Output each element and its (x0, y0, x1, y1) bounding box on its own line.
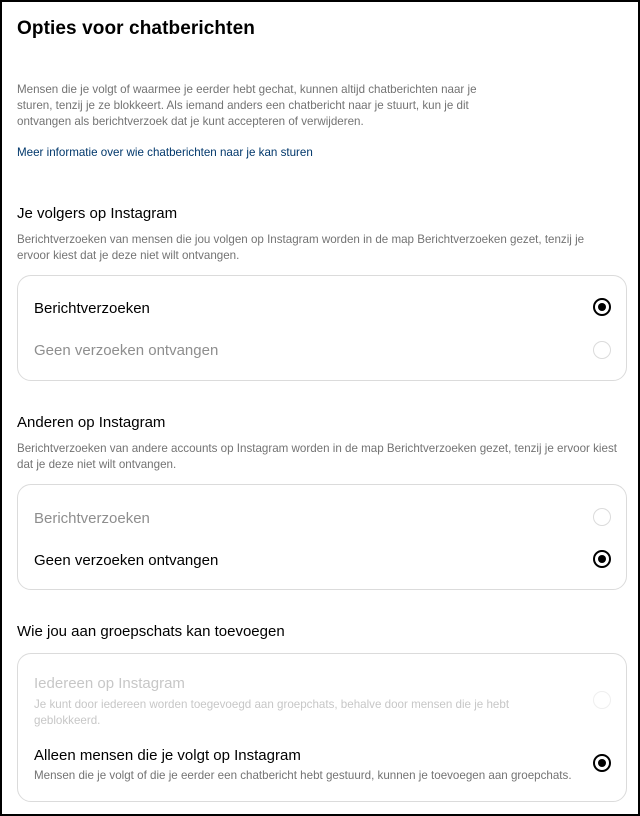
option-followers-none[interactable] (18, 328, 626, 380)
option-others-requests[interactable] (18, 485, 626, 537)
option-groups-following[interactable] (18, 732, 626, 802)
option-label: Berichtverzoeken (34, 510, 150, 527)
radio-checked-icon[interactable] (593, 754, 611, 772)
option-label: Berichtverzoeken (34, 300, 150, 317)
others-options-card (17, 484, 627, 590)
learn-more-link[interactable]: Meer informatie over wie chatberichten naar je kan sturen (17, 146, 313, 159)
option-followers-requests[interactable] (18, 276, 626, 328)
radio-unchecked-icon[interactable] (593, 691, 611, 709)
section-title-others: Anderen op Instagram (17, 414, 166, 431)
option-description: Je kunt door iedereen worden toegevoegd aan groepchats, behalve door mensen die je hebt geblokkeerd. (34, 698, 510, 727)
option-others-none[interactable] (18, 537, 626, 589)
option-label: Alleen mensen die je volgt op Instagram (34, 747, 301, 764)
section-desc-others: Berichtverzoeken van andere accounts op Instagram worden in de map Berichtverzoeken gezet, tenzij je ervoor kiest dat je deze niet wilt ontvangen. (17, 442, 617, 471)
section-desc-followers: Berichtverzoeken van mensen die jou volgen op Instagram worden in de map Berichtverzoeken gezet, tenzij je ervoor kiest dat je deze niet wilt ontvangen. (17, 233, 585, 262)
followers-options-card (17, 275, 627, 381)
option-label: Geen verzoeken ontvangen (34, 552, 219, 569)
radio-unchecked-icon[interactable] (593, 508, 611, 526)
radio-checked-icon[interactable] (593, 298, 611, 316)
option-label: Geen verzoeken ontvangen (34, 342, 219, 359)
section-title-groups: Wie jou aan groepschats kan toevoegen (17, 623, 285, 640)
page-title: Opties voor chatberichten (17, 18, 255, 39)
groups-options-card (17, 653, 627, 802)
option-label: Iedereen op Instagram (34, 675, 185, 692)
section-title-followers: Je volgers op Instagram (17, 205, 178, 222)
radio-unchecked-icon[interactable] (593, 341, 611, 359)
option-groups-everyone[interactable] (18, 654, 626, 732)
radio-checked-icon[interactable] (593, 550, 611, 568)
option-description: Mensen die je volgt of die je eerder een chatbericht hebt gestuurd, kunnen je toevoegen aan groepchats. (34, 769, 572, 782)
intro-text: Mensen die je volgt of waarmee je eerder hebt gechat, kunnen altijd chatberichten naar je sturen, tenzij je ze blokkeert. Als iemand anders een chatbericht naar je stuurt, kun je dit ontvangen als berichtverzoek dat je kunt accepteren of verwijderen. (17, 83, 477, 128)
